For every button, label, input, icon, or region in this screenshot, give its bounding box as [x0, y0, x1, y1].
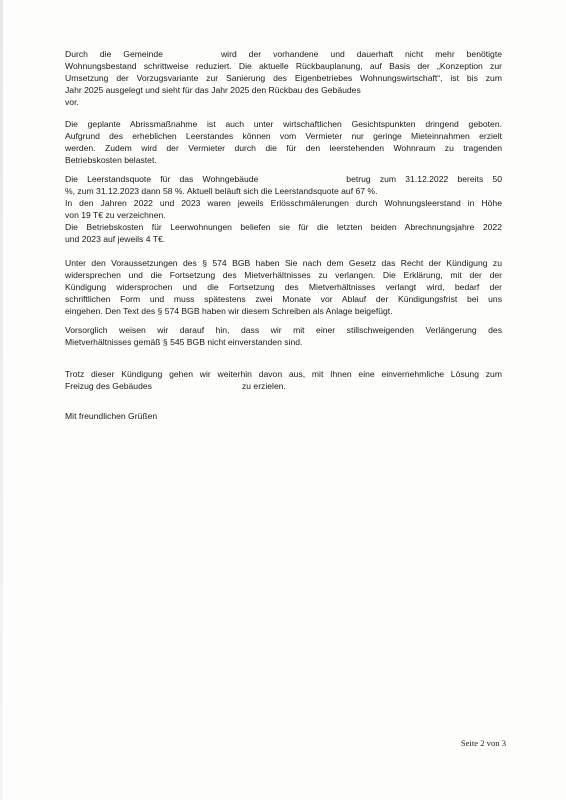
- text-line: Mietverhältnisses gemäß § 545 BGB nicht einverstanden sind.: [65, 337, 303, 347]
- text-line: Kündigung widersprochen und die Fortsetzung des Mietverhältnisses verlangt wird, bedarf der: [65, 282, 502, 292]
- text-line: Trotz dieser Kündigung gehen wir weiterhin davon aus, mit Ihnen eine einvernehmliche Lösung zum: [65, 369, 502, 379]
- text-line: Wohnungsbestand schrittweise reduziert. Die aktuelle Rückbauplanung, auf Basis der „Konzeption zur: [65, 61, 502, 71]
- text-line: Betriebskosten belastet.: [65, 155, 157, 165]
- paragraph-amicable-solution: [65, 368, 502, 392]
- text-line: von 19 T€ zu verzeichnen.: [65, 210, 166, 220]
- text-line: Freizug des Gebäudes zu erzielen.: [65, 381, 286, 391]
- text-line: Vorsorglich weisen wir darauf hin, dass wir mit einer stillschweigenden Verlängerung des: [65, 325, 502, 335]
- text-line: widersprechen und die Fortsetzung des Mietverhältnisses zu verlangen. Die Erklärung, mit der der: [65, 270, 502, 280]
- closing-greeting: [65, 410, 502, 422]
- paragraph-objection-right: [65, 257, 502, 317]
- paragraph-tacit-extension: [65, 324, 502, 348]
- text-line: Mit freundlichen Grüßen: [65, 411, 158, 421]
- text-line: %, zum 31.12.2023 dann 58 %. Aktuell beläuft sich die Leerstandsquote auf 67 %.: [65, 186, 378, 196]
- page-number: Seite 2 von 3: [460, 738, 506, 748]
- text-line: eingehen. Den Text des § 574 BGB haben wir diesem Schreiben als Anlage beigefügt.: [65, 306, 393, 316]
- paragraph-economic-reasons: [65, 118, 502, 166]
- text-line: und 2023 auf jeweils 4 T€.: [65, 234, 166, 244]
- text-line: In den Jahren 2022 und 2023 waren jeweils Erlösschmälerungen durch Wohnungsleerstand in Höhe: [65, 198, 502, 208]
- text-line: Durch die Gemeinde wird der vorhandene und dauerhaft nicht mehr benötigte: [65, 49, 502, 59]
- text-line: Unter den Voraussetzungen des § 574 BGB haben Sie nach dem Gesetz das Recht der Kündigung zu: [65, 258, 502, 268]
- paragraph-demolition-plan: [65, 48, 502, 108]
- text-line: Die Betriebskosten für Leerwohnungen beliefen sie für die letzten beiden Abrechnungsjahre 2022: [65, 222, 502, 232]
- text-line: Die Leerstandsquote für das Wohngebäude betrug zum 31.12.2022 bereits 50: [65, 174, 502, 184]
- text-line: Umsetzung der Vorzugsvariante zur Sanierung des Eigenbetriebes Wohnungswirtschaft“, ist bis zum: [65, 73, 502, 83]
- text-line: schriftlichen Form und muss spätestens zwei Monate vor Ablauf der Kündigungsfrist bei uns: [65, 294, 502, 304]
- text-line: Jahr 2025 ausgelegt und sieht für das Jahr 2025 den Rückbau des Gebäudes: [65, 85, 361, 95]
- text-line: Die geplante Abrissmaßnahme ist auch unter wirtschaftlichen Gesichtspunkten dringend geboten.: [65, 119, 502, 129]
- scan-edge: [0, 0, 3, 800]
- text-line: werden. Zudem wird der Vermieter durch die für den leerstehenden Wohnraum zu tragenden: [65, 143, 502, 153]
- paragraph-vacancy-rate: [65, 173, 502, 245]
- text-line: vor.: [65, 97, 79, 107]
- text-line: Aufgrund des erheblichen Leerstandes können vom Vermieter nur geringe Mieteinnahmen erzielt: [65, 131, 502, 141]
